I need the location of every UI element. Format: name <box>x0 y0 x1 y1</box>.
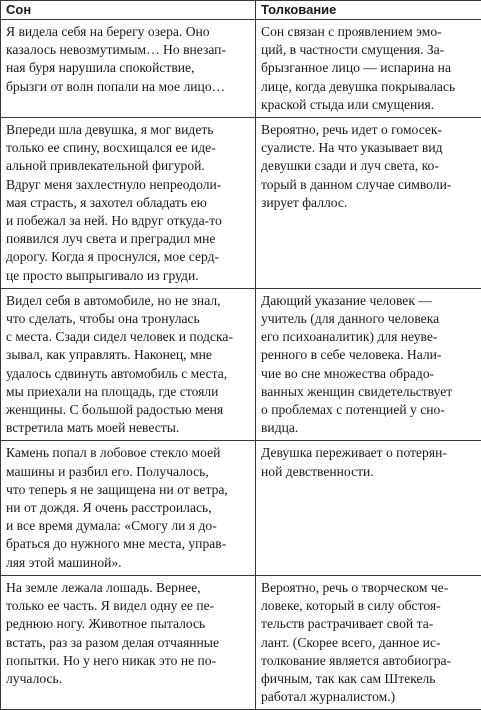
dream-cell <box>1 20 256 118</box>
table-row <box>1 288 481 441</box>
interpretation-text: Вероятно, речь идет о гомосек- суалисте. На что указывает вид девушки сзади и луч света, ко- торый в данном случае символи- зирует фаллос. <box>261 121 476 212</box>
table-row <box>1 20 481 118</box>
interpretation-cell <box>256 118 481 289</box>
interpretation-cell <box>256 575 481 709</box>
dream-text: Впереди шла девушка, я мог видеть только ее спину, восхищался ее иде- альной привлекательной фигурой. Вдруг меня захлестнуло непреодоли- мая страсть, я захотел обладать ею и побежал за ней. Но вдруг откуда-то появился луч света и преградил мне дорогу. Когда я проснулся, мое серд- це просто выпрыгивало из груди. <box>6 121 250 285</box>
dream-text: Камень попал в лобовое стекло моей машины и разбил его. Получалось, что теперь я не защищена ни от ветра, ни от дождя. Я очень расстроилась, и все время думала: «Смогу ли я до- браться до нужного мне места, управ- ляя этой машиной». <box>6 444 250 571</box>
table-row <box>1 118 481 289</box>
interpretation-cell <box>256 20 481 118</box>
dream-text: Я видела себя на берегу озера. Оно казалось невозмутимым… Но внезап- ная буря нарушила спокойствие, брызги от волн попали на мое лицо… <box>6 23 250 96</box>
interpretation-cell <box>256 288 481 441</box>
interpretation-text: Девушка переживает о потерян- ной девственности. <box>261 444 476 480</box>
dream-text: На земле лежала лошадь. Вернее, только ее часть. Я видел одну ее пе- реднюю ногу. Животное пыталось встать, раз за разом делая отчаянные попытки. Но у него никак это не по- лучалось. <box>6 579 250 688</box>
dream-cell <box>1 441 256 575</box>
interpretation-text: Дающий указание человек — учитель (для данного человека его психоаналитик) для неуве- ренного в себе человека. Нали- чие во сне множества обрадо- ванных женщин свидетельствует о проблемах с потенцией у сно- видца. <box>261 292 476 438</box>
interpretation-text: Вероятно, речь о творческом че- ловеке, который в силу обстоя- тельств растрачивает свой та- лант. (Скорее всего, данное ис- толкование является автобиогра- фичным, так как сам Штекель работал журналистом.) <box>261 579 476 706</box>
header-dream: Сон <box>1 1 256 20</box>
table-row <box>1 575 481 709</box>
table-row <box>1 441 481 575</box>
interpretation-text: Сон связан с проявлением эмо- ций, в частности смущения. За- брызганное лицо — испарина на лице, когда девушка покрывалась краской стыда или смущения. <box>261 23 476 114</box>
table-header-row <box>1 1 481 20</box>
dream-cell <box>1 575 256 709</box>
dream-cell <box>1 288 256 441</box>
interpretation-cell <box>256 441 481 575</box>
header-interpretation: Толкование <box>256 1 481 20</box>
dream-cell <box>1 118 256 289</box>
dream-text: Видел себя в автомобиле, но не знал, что сделать, чтобы она тронулась с места. Сзади сидел человек и подска- зывал, как управлять. Наконец, мне удалось сдвинуть автомобиль с места, мы приехали на площадь, где стояли женщины. С большой радостью меня встретила мать моей невесты. <box>6 292 250 438</box>
